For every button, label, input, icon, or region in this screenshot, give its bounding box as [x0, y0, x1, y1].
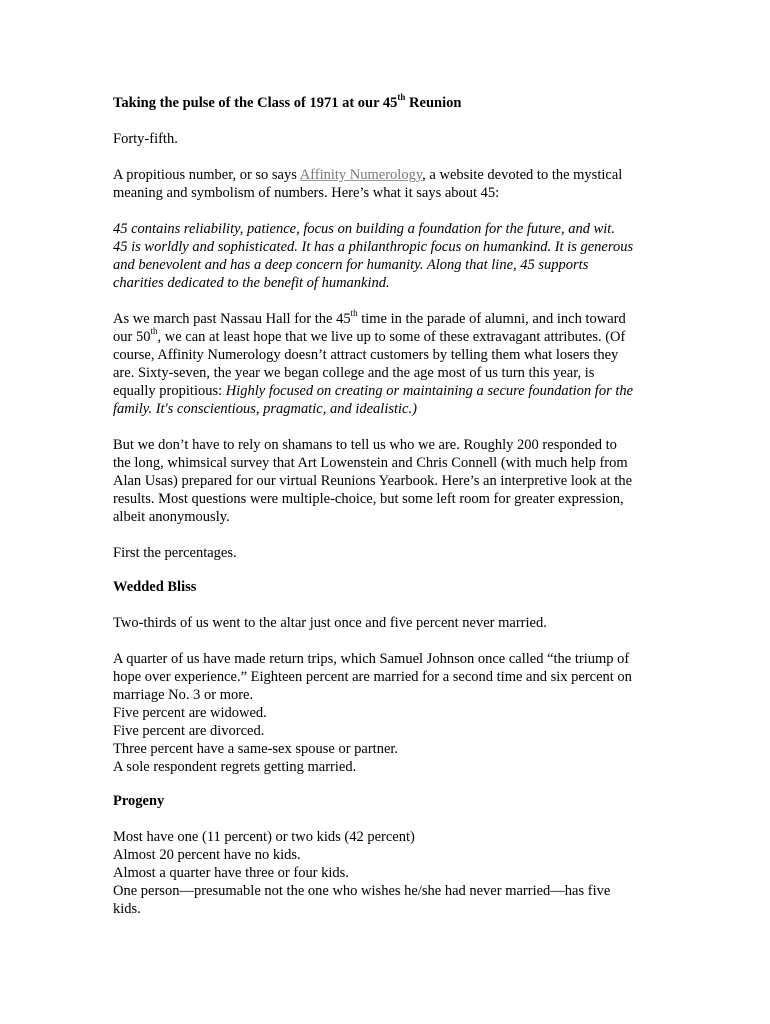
quote-line-2: 45 is worldly and sophisticated. It has a philanthropic focus on humankind. It is generous: [113, 239, 634, 255]
text-run: A propitious number, or so says: [113, 167, 300, 183]
survey-line-2: the long, whimsical survey that Art Lowenstein and Chris Connell (with much help from: [113, 455, 628, 471]
title-superscript: th: [397, 92, 406, 103]
intro-paragraph: Forty-fifth.: [113, 131, 178, 147]
document-title: [113, 94, 461, 112]
progeny-line-3: Almost a quarter have three or four kids.: [113, 865, 349, 881]
wedded-line-1: A quarter of us have made return trips, which Samuel Johnson once called “the triump of: [113, 651, 630, 667]
march-line-1: [113, 310, 626, 328]
march-line-3: course, Affinity Numerology doesn’t attract customers by telling them what losers they: [113, 347, 619, 363]
quote-line-1: 45 contains reliability, patience, focus on building a foundation for the future, and wit.: [113, 221, 615, 237]
survey-line-3: Alan Usas) prepared for our virtual Reunions Yearbook. Here’s an interpretive look at the: [113, 473, 633, 489]
march-line-4: are. Sixty-seven, the year we began college and the age most of us turn this year, is: [113, 365, 595, 381]
wedded-line-5: Five percent are divorced.: [113, 723, 265, 739]
survey-line-4: results. Most questions were multiple-choice, but some left room for greater expression,: [113, 491, 624, 507]
progeny-line-2: Almost 20 percent have no kids.: [113, 847, 301, 863]
text-run: , we can at least hope that we live up to some of these extravagant attributes. (Of: [157, 329, 626, 345]
march-line-5: [113, 382, 633, 400]
quote-line-4: charities dedicated to the benefit of humankind.: [113, 275, 390, 291]
wedded-line-3: marriage No. 3 or more.: [113, 687, 254, 703]
progeny-line-1: Most have one (11 percent) or two kids (42 percent): [113, 829, 415, 845]
survey-line-1: But we don’t have to rely on shamans to tell us who we are. Roughly 200 responded to: [113, 437, 617, 453]
wedded-line-7: A sole respondent regrets getting married.: [113, 759, 357, 775]
title-text-end: Reunion: [405, 95, 462, 111]
progeny-line-4: One person—presumable not the one who wishes he/she had never married—has five: [113, 883, 611, 899]
march-line-2: [113, 328, 625, 346]
quote-line-3: and benevolent and has a deep concern for humanity. Along that line, 45 supports: [113, 257, 589, 273]
text-run: equally propitious:: [113, 383, 226, 399]
title-text: Taking the pulse of the Class of 1971 at our 45: [113, 95, 398, 111]
numerology-line-2: meaning and symbolism of numbers. Here’s what it says about 45:: [113, 185, 500, 201]
wedded-line-6: Three percent have a same-sex spouse or partner.: [113, 741, 399, 757]
survey-line-5: albeit anonymously.: [113, 509, 230, 525]
text-run: time in the parade of alumni, and inch toward: [357, 311, 626, 327]
percentages-paragraph: First the percentages.: [113, 545, 237, 561]
progeny-line-5: kids.: [113, 901, 141, 917]
march-line-6: family. It's conscientious, pragmatic, and idealistic.): [113, 401, 417, 417]
text-run: , a website devoted to the mystical: [422, 167, 623, 183]
text-run: As we march past Nassau Hall for the 45: [113, 311, 351, 327]
wedded-paragraph-1: Two-thirds of us went to the altar just once and five percent never married.: [113, 615, 547, 631]
wedded-line-4: Five percent are widowed.: [113, 705, 267, 721]
superscript: th: [150, 326, 158, 337]
wedded-bliss-heading: Wedded Bliss: [113, 579, 197, 595]
text-run: our 50: [113, 329, 151, 345]
numerology-line-1: [113, 166, 622, 184]
affinity-numerology-link[interactable]: Affinity Numerology: [299, 167, 423, 183]
superscript: th: [350, 308, 358, 319]
wedded-line-2: hope over experience.” Eighteen percent are married for a second time and six percent on: [113, 669, 632, 685]
progeny-heading: Progeny: [113, 793, 165, 809]
italic-text-run: Highly focused on creating or maintaining a secure foundation for the: [225, 383, 634, 399]
